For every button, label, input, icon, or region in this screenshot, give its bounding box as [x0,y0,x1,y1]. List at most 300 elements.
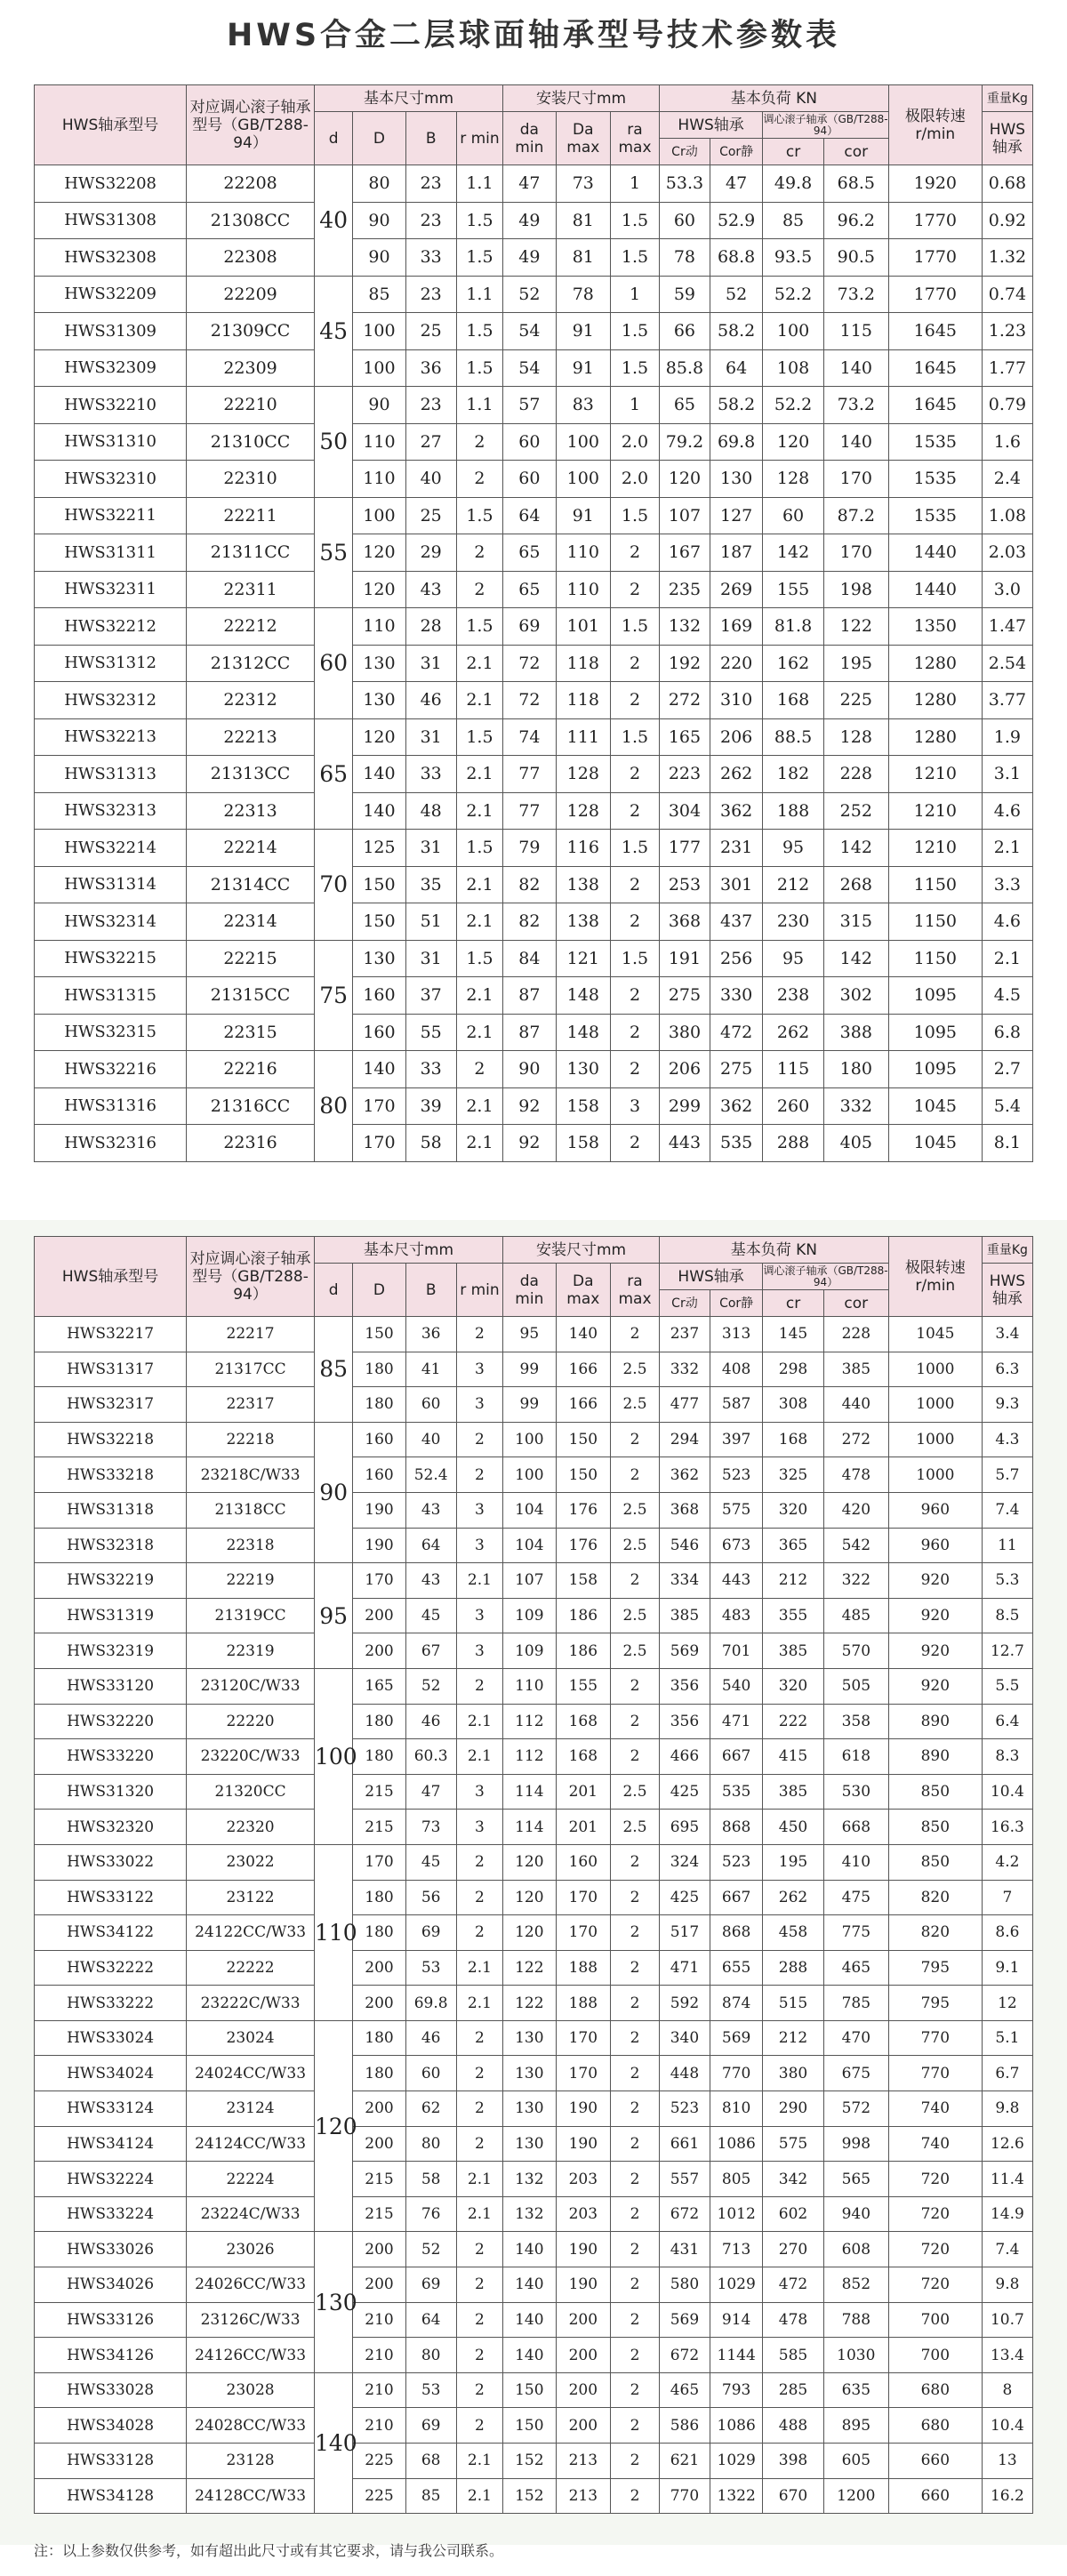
value-cell: 2.54 [982,645,1032,682]
value-cell: 100 [353,349,405,387]
model-cell: HWS31310 [35,423,187,461]
value-cell: 54 [503,313,556,350]
value-cell: 368 [659,1492,710,1528]
value-cell: 100 [556,461,611,498]
value-cell: 16.3 [982,1810,1032,1845]
value-cell: 112 [503,1739,556,1775]
value-cell: 530 [823,1774,888,1810]
value-cell: 160 [353,1457,405,1493]
value-cell: 1.5 [611,608,660,646]
value-cell: 2.1 [456,1563,502,1599]
value-cell: 60 [763,497,823,534]
value-cell: 110 [556,571,611,608]
value-cell: 180 [353,2020,405,2056]
value-cell: 0.92 [982,202,1032,239]
value-cell: 2 [456,571,502,608]
value-cell: 2.1 [456,792,502,830]
value-cell: 2 [611,2444,660,2479]
model-cell: HWS33024 [35,2020,187,2056]
value-cell: 180 [823,1051,888,1088]
value-cell: 165 [353,1668,405,1704]
corresponding-model-cell: 24124CC/W33 [187,2126,315,2162]
value-cell: 380 [659,1014,710,1051]
table-row [35,2444,1033,2479]
value-cell: 535 [710,1125,762,1162]
table-row [35,1598,1033,1633]
value-cell: 1.5 [611,313,660,350]
value-cell: 77 [503,792,556,830]
value-cell: 1210 [888,756,982,793]
header-install_dims: 安装尺寸mm [503,1237,660,1264]
spec-table [34,1236,1033,2514]
value-cell: 1200 [823,2478,888,2514]
value-cell: 170 [353,1844,405,1880]
value-cell: 2.5 [611,1633,660,1669]
value-cell: 477 [659,1387,710,1423]
value-cell: 165 [659,718,710,756]
value-cell: 120 [353,534,405,572]
value-cell: 546 [659,1528,710,1563]
value-cell: 270 [763,2232,823,2267]
value-cell: 3 [611,1087,660,1125]
value-cell: 515 [763,1986,823,2021]
corresponding-model-cell: 21311CC [187,534,315,572]
value-cell: 8.3 [982,1739,1032,1775]
value-cell: 100 [503,1457,556,1493]
value-cell: 621 [659,2444,710,2479]
value-cell: 180 [353,1352,405,1387]
header-weight: 重量Kg [982,1237,1032,1264]
value-cell: 40 [405,1422,456,1457]
header-rmin: r min [456,112,502,165]
table-row [35,2372,1033,2408]
spec-table-2 [34,1236,1033,2514]
table-row [35,1915,1033,1951]
value-cell: 3.0 [982,571,1032,608]
value-cell: 2 [456,1668,502,1704]
value-cell: 85 [405,2478,456,2514]
table-row [35,1051,1033,1088]
value-cell: 448 [659,2056,710,2091]
corresponding-model-cell: 23120C/W33 [187,1668,315,1704]
value-cell: 6.3 [982,1352,1032,1387]
value-cell: 362 [710,792,762,830]
value-cell: 222 [763,1704,823,1739]
header-Damax: Da max [556,112,611,165]
value-cell: 92 [503,1087,556,1125]
table-row [35,1668,1033,1704]
value-cell: 78 [556,276,611,313]
value-cell: 41 [405,1352,456,1387]
value-cell: 88.5 [763,718,823,756]
value-cell: 1645 [888,349,982,387]
value-cell: 152 [503,2478,556,2514]
table-row [35,1880,1033,1915]
value-cell: 667 [710,1880,762,1915]
value-cell: 605 [823,2444,888,2479]
value-cell: 31 [405,718,456,756]
model-cell: HWS32222 [35,1950,187,1986]
value-cell: 1.5 [611,830,660,867]
value-cell: 52 [710,276,762,313]
header-weight: 重量Kg [982,85,1032,112]
value-cell: 680 [888,2408,982,2444]
bore-diameter-cell: 75 [314,940,352,1051]
value-cell: 212 [763,866,823,903]
value-cell: 188 [556,1986,611,2021]
value-cell: 65 [503,571,556,608]
value-cell: 132 [503,2196,556,2232]
corresponding-model-cell: 22216 [187,1051,315,1088]
value-cell: 820 [888,1915,982,1951]
value-cell: 49 [503,202,556,239]
model-cell: HWS33128 [35,2444,187,2479]
value-cell: 140 [556,1317,611,1352]
value-cell: 471 [710,1704,762,1739]
corresponding-model-cell: 22215 [187,940,315,977]
value-cell: 48 [405,792,456,830]
value-cell: 100 [353,497,405,534]
value-cell: 10.7 [982,2302,1032,2338]
bore-diameter-cell: 130 [314,2232,352,2372]
model-cell: HWS32216 [35,1051,187,1088]
corresponding-model-cell: 23218C/W33 [187,1457,315,1493]
value-cell: 890 [888,1739,982,1775]
table-row [35,1387,1033,1423]
value-cell: 46 [405,682,456,719]
bore-diameter-cell: 45 [314,276,352,387]
value-cell: 852 [823,2267,888,2303]
model-cell: HWS32212 [35,608,187,646]
value-cell: 356 [659,1704,710,1739]
value-cell: 23 [405,387,456,424]
value-cell: 64 [405,1528,456,1563]
table-row [35,1563,1033,1599]
value-cell: 2 [611,1739,660,1775]
value-cell: 1.5 [611,239,660,277]
value-cell: 2.5 [611,1387,660,1423]
value-cell: 1770 [888,276,982,313]
value-cell: 478 [823,1457,888,1493]
value-cell: 256 [710,940,762,977]
table-row [35,1774,1033,1810]
value-cell: 225 [353,2444,405,2479]
value-cell: 140 [503,2267,556,2303]
header-cor: cor [823,1290,888,1317]
value-cell: 68.8 [710,239,762,277]
value-cell: 138 [556,903,611,941]
table-row [35,1810,1033,1845]
corresponding-model-cell: 22224 [187,2162,315,2197]
model-cell: HWS34026 [35,2267,187,2303]
table-row [35,1125,1033,1162]
value-cell: 470 [823,2020,888,2056]
value-cell: 148 [556,1014,611,1051]
value-cell: 770 [659,2478,710,2514]
value-cell: 2 [611,2091,660,2127]
value-cell: 2.7 [982,1051,1032,1088]
value-cell: 68 [405,2444,456,2479]
value-cell: 190 [556,2091,611,2127]
value-cell: 2 [456,2126,502,2162]
value-cell: 720 [888,2162,982,2197]
value-cell: 2 [456,461,502,498]
value-cell: 1045 [888,1125,982,1162]
value-cell: 87.2 [823,497,888,534]
value-cell: 200 [353,1986,405,2021]
table-row [35,349,1033,387]
value-cell: 362 [659,1457,710,1493]
value-cell: 213 [556,2478,611,2514]
value-cell: 166 [556,1352,611,1387]
bore-diameter-cell: 70 [314,830,352,941]
value-cell: 1029 [710,2267,762,2303]
value-cell: 569 [659,2302,710,2338]
value-cell: 2 [456,1880,502,1915]
value-cell: 12.6 [982,2126,1032,2162]
value-cell: 2 [611,1422,660,1457]
value-cell: 11.4 [982,2162,1032,2197]
value-cell: 90 [353,239,405,277]
header-cr_dyn: Cr动 [659,139,710,165]
value-cell: 301 [710,866,762,903]
value-cell: 200 [353,2232,405,2267]
value-cell: 100 [353,313,405,350]
value-cell: 2 [611,1014,660,1051]
value-cell: 388 [823,1014,888,1051]
value-cell: 0.74 [982,276,1032,313]
value-cell: 1000 [888,1387,982,1423]
table-row [35,1492,1033,1528]
table-row [35,1014,1033,1051]
value-cell: 940 [823,2196,888,2232]
value-cell: 2.5 [611,1352,660,1387]
value-cell: 95 [763,940,823,977]
value-cell: 195 [763,1844,823,1880]
value-cell: 85.8 [659,349,710,387]
value-cell: 358 [823,1704,888,1739]
value-cell: 1012 [710,2196,762,2232]
value-cell: 2 [611,1704,660,1739]
value-cell: 587 [710,1387,762,1423]
value-cell: 3.1 [982,756,1032,793]
value-cell: 788 [823,2302,888,2338]
value-cell: 7.4 [982,2232,1032,2267]
value-cell: 960 [888,1528,982,1563]
bore-diameter-cell: 80 [314,1051,352,1162]
value-cell: 2.4 [982,461,1032,498]
value-cell: 1645 [888,387,982,424]
corresponding-model-cell: 23022 [187,1844,315,1880]
model-cell: HWS32214 [35,830,187,867]
value-cell: 450 [763,1810,823,1845]
value-cell: 2 [611,1915,660,1951]
model-cell: HWS32208 [35,165,187,203]
value-cell: 160 [556,1844,611,1880]
model-cell: HWS33022 [35,1844,187,1880]
value-cell: 672 [659,2338,710,2373]
value-cell: 805 [710,2162,762,2197]
value-cell: 120 [503,1880,556,1915]
value-cell: 3 [456,1528,502,1563]
header-limit_speed: 极限转速r/min [888,85,982,165]
bore-diameter-cell: 40 [314,165,352,277]
value-cell: 73.2 [823,387,888,424]
value-cell: 31 [405,830,456,867]
value-cell: 2.1 [456,1986,502,2021]
model-cell: HWS33120 [35,1668,187,1704]
value-cell: 170 [823,534,888,572]
value-cell: 2.1 [456,1087,502,1125]
value-cell: 190 [556,2267,611,2303]
model-cell: HWS32318 [35,1528,187,1563]
value-cell: 85 [353,276,405,313]
value-cell: 2.1 [456,977,502,1015]
value-cell: 320 [763,1668,823,1704]
value-cell: 200 [556,2338,611,2373]
value-cell: 6.8 [982,1014,1032,1051]
corresponding-model-cell: 24028CC/W33 [187,2408,315,2444]
model-cell: HWS31317 [35,1352,187,1387]
value-cell: 198 [823,571,888,608]
table-row [35,866,1033,903]
value-cell: 720 [888,2196,982,2232]
value-cell: 130 [503,2091,556,2127]
corresponding-model-cell: 22219 [187,1563,315,1599]
value-cell: 200 [353,2126,405,2162]
value-cell: 920 [888,1563,982,1599]
value-cell: 914 [710,2302,762,2338]
value-cell: 110 [353,608,405,646]
value-cell: 2.1 [456,1125,502,1162]
model-cell: HWS32311 [35,571,187,608]
value-cell: 275 [710,1051,762,1088]
value-cell: 110 [353,423,405,461]
value-cell: 2 [611,1986,660,2021]
value-cell: 1030 [823,2338,888,2373]
value-cell: 262 [763,1014,823,1051]
value-cell: 138 [556,866,611,903]
value-cell: 342 [763,2162,823,2197]
value-cell: 505 [823,1668,888,1704]
value-cell: 180 [353,1704,405,1739]
value-cell: 2 [456,2372,502,2408]
value-cell: 79 [503,830,556,867]
value-cell: 320 [763,1492,823,1528]
value-cell: 523 [710,1457,762,1493]
value-cell: 2 [611,2232,660,2267]
value-cell: 660 [888,2478,982,2514]
table-row [35,756,1033,793]
value-cell: 190 [353,1492,405,1528]
value-cell: 1150 [888,903,982,941]
value-cell: 31 [405,940,456,977]
value-cell: 81.8 [763,608,823,646]
value-cell: 695 [659,1810,710,1845]
value-cell: 262 [710,756,762,793]
value-cell: 2 [611,977,660,1015]
value-cell: 1144 [710,2338,762,2373]
value-cell: 31 [405,645,456,682]
value-cell: 52.2 [763,387,823,424]
model-cell: HWS32218 [35,1422,187,1457]
value-cell: 64 [710,349,762,387]
value-cell: 1322 [710,2478,762,2514]
value-cell: 362 [710,1087,762,1125]
value-cell: 160 [353,1422,405,1457]
value-cell: 1000 [888,1457,982,1493]
value-cell: 69 [503,608,556,646]
corresponding-model-cell: 22217 [187,1317,315,1352]
value-cell: 58 [405,1125,456,1162]
value-cell: 608 [823,2232,888,2267]
value-cell: 2 [456,1844,502,1880]
corresponding-model-cell: 22317 [187,1387,315,1423]
value-cell: 1.32 [982,239,1032,277]
value-cell: 60 [405,2056,456,2091]
value-cell: 130 [556,1051,611,1088]
value-cell: 2 [611,866,660,903]
value-cell: 2 [611,903,660,941]
model-cell: HWS31315 [35,977,187,1015]
model-cell: HWS33224 [35,2196,187,2232]
value-cell: 36 [405,349,456,387]
value-cell: 36 [405,1317,456,1352]
table-row [35,1317,1033,1352]
value-cell: 235 [659,571,710,608]
value-cell: 368 [659,903,710,941]
value-cell: 478 [763,2302,823,2338]
header-ramax: ra max [611,1264,660,1317]
model-cell: HWS34124 [35,2126,187,2162]
value-cell: 405 [823,1125,888,1162]
value-cell: 120 [503,1915,556,1951]
value-cell: 1770 [888,202,982,239]
value-cell: 210 [353,2372,405,2408]
value-cell: 269 [710,571,762,608]
value-cell: 2 [456,2302,502,2338]
value-cell: 213 [556,2444,611,2479]
value-cell: 431 [659,2232,710,2267]
value-cell: 262 [763,1880,823,1915]
header-corresponding: 对应调心滚子轴承型号（GB/T288-94） [187,85,315,165]
value-cell: 410 [823,1844,888,1880]
header-ramax: ra max [611,112,660,165]
value-cell: 2 [611,2372,660,2408]
value-cell: 99 [503,1387,556,1423]
model-cell: HWS33218 [35,1457,187,1493]
value-cell: 190 [556,2232,611,2267]
value-cell: 158 [556,1125,611,1162]
value-cell: 91 [556,349,611,387]
value-cell: 111 [556,718,611,756]
table-row [35,718,1033,756]
value-cell: 107 [659,497,710,534]
value-cell: 45 [405,1844,456,1880]
value-cell: 720 [888,2232,982,2267]
model-cell: HWS34128 [35,2478,187,2514]
value-cell: 58.2 [710,313,762,350]
value-cell: 850 [888,1810,982,1845]
value-cell: 2.1 [456,2444,502,2479]
value-cell: 46 [405,2020,456,2056]
value-cell: 785 [823,1986,888,2021]
value-cell: 52.4 [405,1457,456,1493]
value-cell: 140 [353,756,405,793]
corresponding-model-cell: 21316CC [187,1087,315,1125]
value-cell: 7.4 [982,1492,1032,1528]
header-spherical: 调心滚子轴承（GB/T288-94） [763,1264,888,1288]
